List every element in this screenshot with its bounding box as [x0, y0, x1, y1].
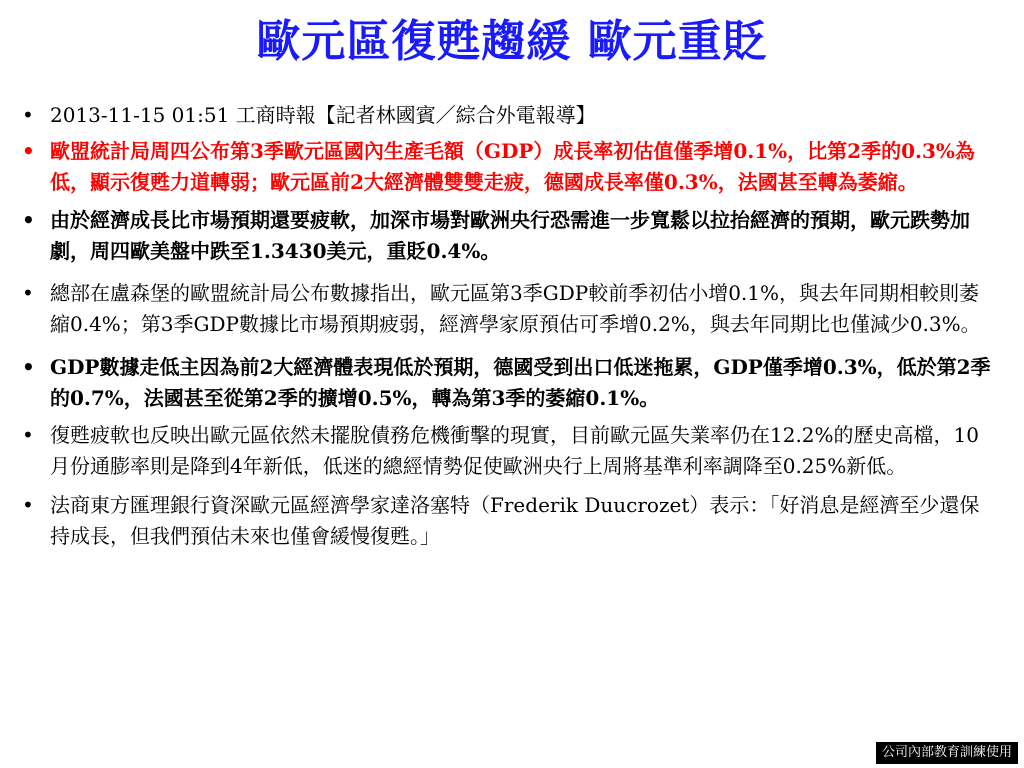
bullet-item — [20, 100, 995, 131]
bullet-text: 復甦疲軟也反映出歐元區依然未擺脫債務危機衝擊的現實，目前歐元區失業率仍在12.2%的歷史高檔，10月份通膨率則是降到4年新低，低迷的總經情勢促使歐洲央行上周將基準利率調降至0.25%新低。 — [50, 423, 979, 478]
bullet-text: 法商東方匯理銀行資深歐元區經濟學家達洛塞特（Frederik Duucrozet）表示：「好消息是經濟至少還保持成長，但我們預估未來也僅會緩慢復甦。」 — [50, 493, 980, 548]
bullet-item — [20, 352, 995, 414]
bullet-marker: • — [22, 493, 34, 517]
bullet-item — [20, 136, 995, 198]
slide-title: 歐元區復甦趨緩 歐元重貶 — [256, 16, 768, 67]
bullet-marker: • — [22, 139, 35, 163]
bullet-item — [20, 205, 995, 267]
bullet-list — [20, 100, 995, 557]
bullet-marker: • — [22, 423, 34, 447]
bullet-text: 2013-11-15 01:51 工商時報【記者林國賓／綜合外電報導】 — [50, 103, 596, 127]
bullet-text: GDP數據走低主因為前2大經濟體表現低於預期，德國受到出口低迷拖累，GDP僅季增0.3%，低於第2季的0.7%，法國甚至從第2季的擴增0.5%，轉為第3季的萎縮0.1%。 — [50, 355, 991, 410]
bullet-item — [20, 420, 995, 482]
bullet-text: 總部在盧森堡的歐盟統計局公布數據指出，歐元區第3季GDP較前季初估小增0.1%，與去年同期相較則萎縮0.4%；第3季GDP數據比市場預期疲弱，經濟學家原預估可季增0.2%，與去年同期比也僅減少0.3%。 — [50, 281, 981, 336]
bullet-item — [20, 490, 995, 552]
bullet-text: 由於經濟成長比市場預期還要疲軟，加深市場對歐洲央行恐需進一步寬鬆以拉抬經濟的預期，歐元跌勢加劇，周四歐美盤中跌至1.3430美元，重貶0.4%。 — [50, 208, 970, 263]
bullet-marker: • — [22, 208, 35, 232]
bullet-marker: • — [22, 281, 34, 305]
internal-use-watermark: 公司內部教育訓練使用 — [876, 742, 1018, 764]
bullet-text: 歐盟統計局周四公布第3季歐元區國內生產毛額（GDP）成長率初估值僅季增0.1%，比第2季的0.3%為低，顯示復甦力道轉弱；歐元區前2大經濟體雙雙走疲，德國成長率僅0.3%，法國甚至轉為萎縮。 — [50, 139, 975, 194]
bullet-item — [20, 278, 995, 340]
bullet-marker: • — [22, 355, 35, 379]
bullet-marker: • — [22, 103, 34, 127]
